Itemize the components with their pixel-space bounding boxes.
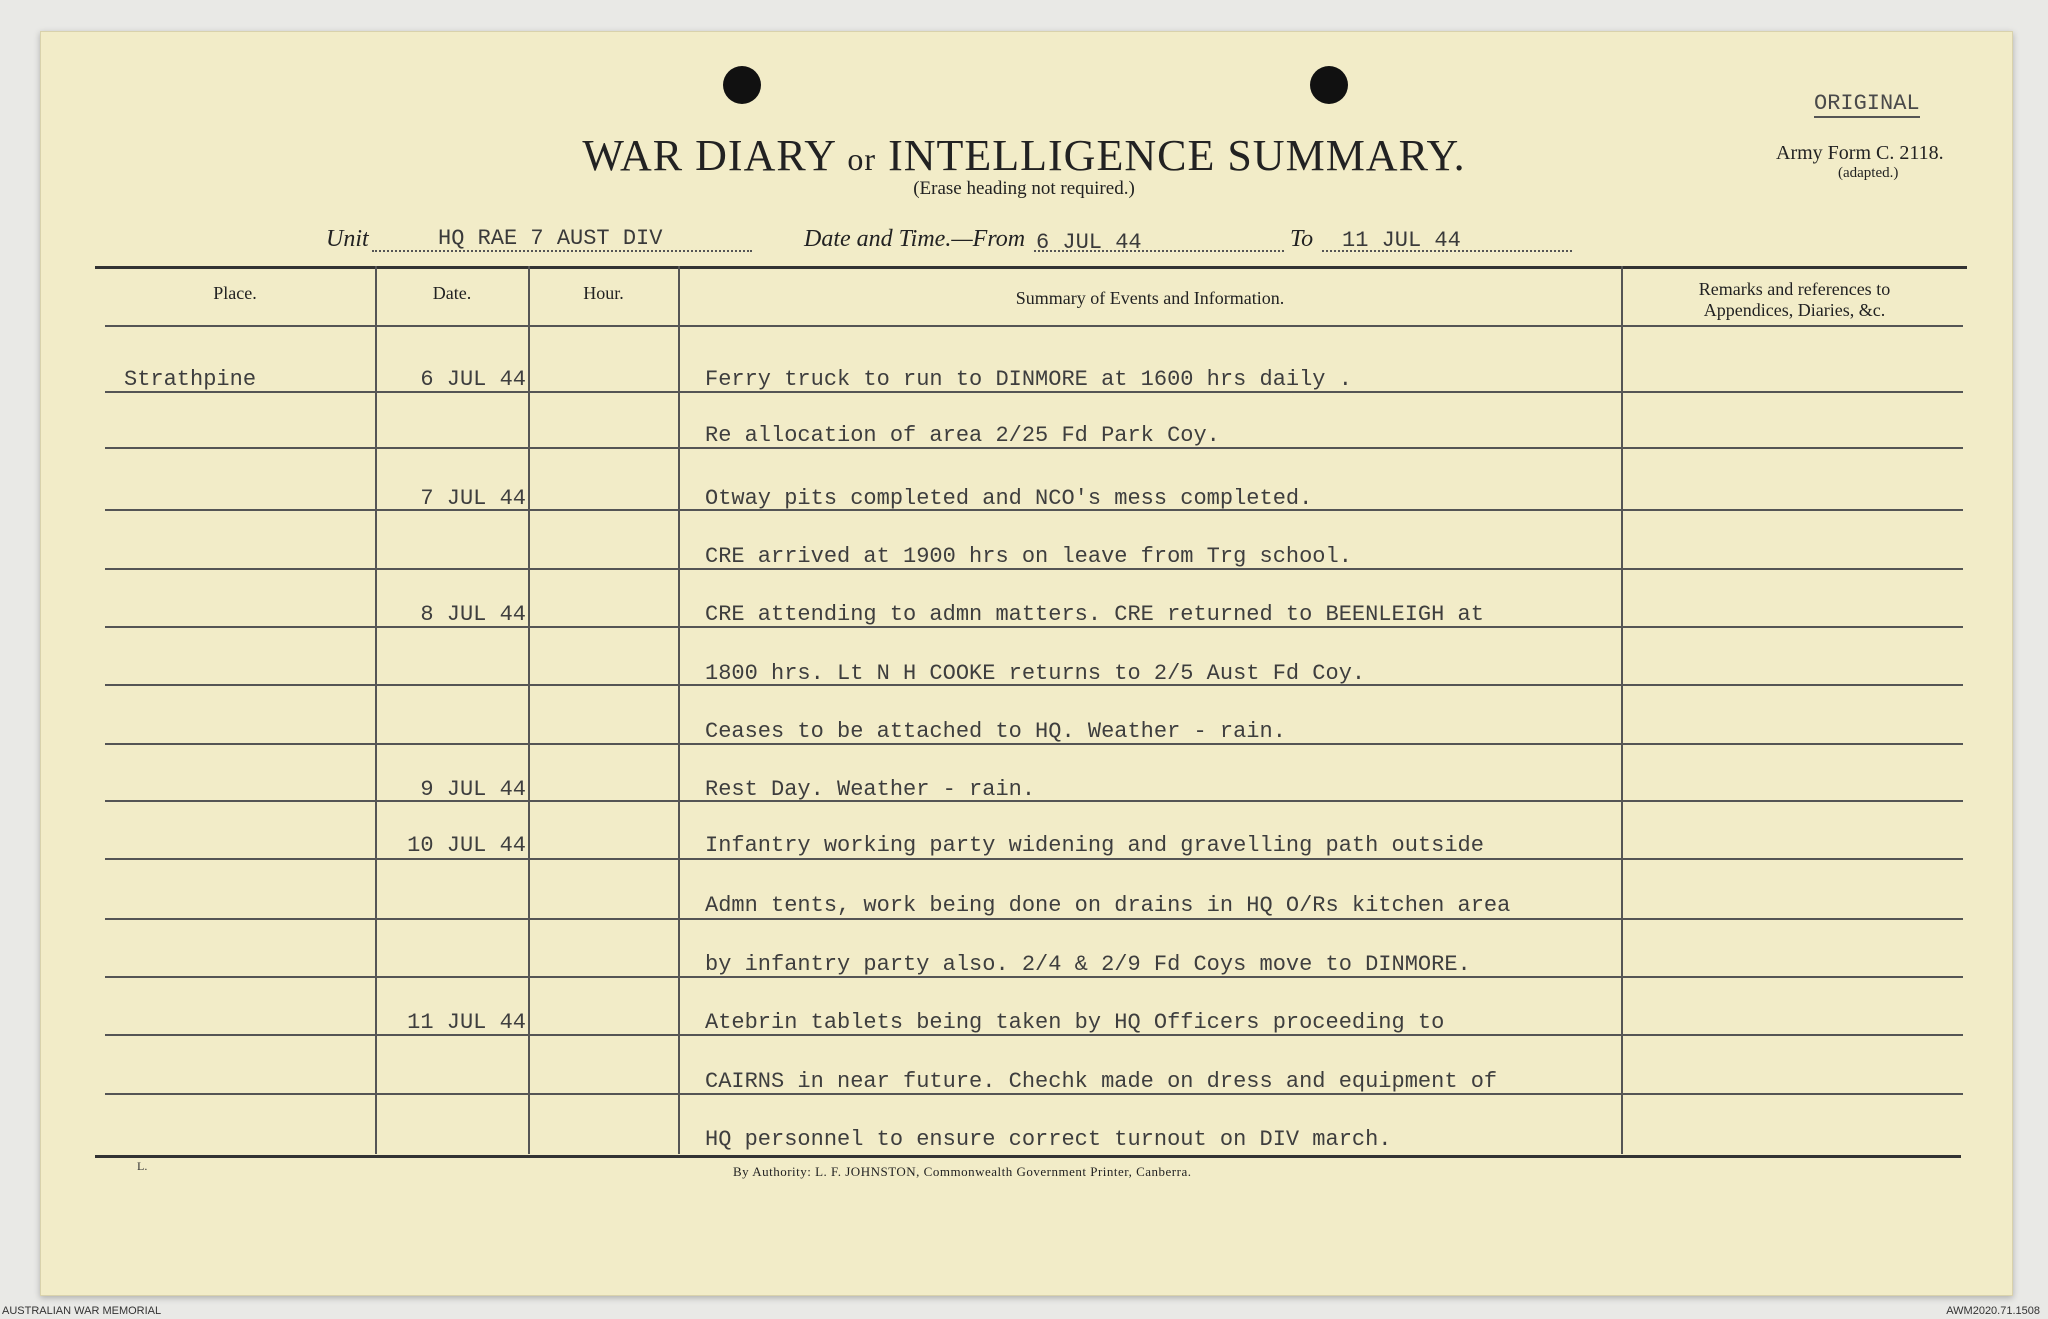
collection-label: AUSTRALIAN WAR MEMORIAL — [2, 1305, 162, 1317]
title-or: or — [847, 141, 877, 177]
entry-summary: CRE attending to admn matters. CRE returned to BEENLEIGH at — [705, 602, 1484, 627]
entry-summary: 1800 hrs. Lt N H COOKE returns to 2/5 Aust Fd Coy. — [705, 661, 1366, 686]
entry-summary: HQ personnel to ensure correct turnout on DIV march. — [705, 1127, 1392, 1152]
entry-summary: Re allocation of area 2/25 Fd Park Coy. — [705, 423, 1220, 448]
summary-remarks-divider — [1621, 266, 1623, 1154]
entry-date: 8 JUL 44 — [420, 602, 526, 627]
column-header-hour: Hour. — [583, 283, 624, 303]
binding-hole-right — [1310, 66, 1348, 104]
army-form-number: Army Form C. 2118. — [1776, 142, 1944, 164]
entry-date: 10 JUL 44 — [407, 833, 526, 858]
hour-summary-divider — [678, 266, 680, 1154]
entry-summary: Ceases to be attached to HQ. Weather - rain. — [705, 719, 1286, 744]
title-part-1: WAR DIARY — [582, 131, 836, 180]
to-value: 11 JUL 44 — [1342, 228, 1461, 253]
binding-hole-left — [723, 66, 761, 104]
form-mark: L. — [137, 1159, 148, 1173]
entry-date: 9 JUL 44 — [420, 777, 526, 802]
entry-summary: Admn tents, work being done on drains in HQ O/Rs kitchen area — [705, 893, 1511, 918]
unit-value: HQ RAE 7 AUST DIV — [438, 226, 663, 251]
entry-summary: Atebrin tablets being taken by HQ Officers proceeding to — [705, 1010, 1445, 1035]
column-header-summary: Summary of Events and Information. — [1015, 288, 1285, 308]
printer-authority: By Authority: L. F. JOHNSTON, Commonwealth Government Printer, Canberra. — [733, 1164, 1192, 1179]
entry-summary: CAIRNS in near future. Chechk made on dress and equipment of — [705, 1069, 1498, 1094]
table-bottom-rule — [95, 1155, 1961, 1158]
column-header-remarks-2: Appendices, Diaries, &c. — [1703, 300, 1886, 320]
entry-summary: Otway pits completed and NCO's mess completed. — [705, 486, 1313, 511]
title-part-2: INTELLIGENCE SUMMARY. — [888, 131, 1466, 180]
row-rule — [105, 918, 1963, 920]
unit-label: Unit — [326, 226, 369, 252]
original-stamp: ORIGINAL — [1814, 91, 1920, 116]
from-value: 6 JUL 44 — [1036, 230, 1142, 255]
entry-summary: Infantry working party widening and gravelling path outside — [705, 833, 1484, 858]
row-rule — [105, 858, 1963, 860]
column-header-date: Date. — [432, 283, 472, 303]
column-header-remarks-1: Remarks and references to — [1698, 279, 1891, 299]
entry-date: 6 JUL 44 — [420, 367, 526, 392]
date-time-label: Date and Time.—From — [804, 226, 1026, 252]
entry-summary: CRE arrived at 1900 hrs on leave from Trg school. — [705, 544, 1352, 569]
date-hour-divider — [528, 266, 530, 1154]
header-rule — [105, 325, 1963, 327]
page-subtitle: (Erase heading not required.) — [913, 178, 1135, 199]
reference-number: AWM2020.71.1508 — [1946, 1305, 2040, 1317]
column-header-place: Place. — [213, 283, 257, 303]
entry-summary: by infantry party also. 2/4 & 2/9 Fd Coys move to DINMORE. — [705, 952, 1471, 977]
entry-summary: Rest Day. Weather - rain. — [705, 777, 1036, 802]
entry-place: Strathpine — [124, 367, 257, 392]
entry-summary: Ferry truck to run to DINMORE at 1600 hrs daily . — [705, 367, 1352, 392]
army-form-adapted: (adapted.) — [1838, 165, 1899, 181]
entry-date: 7 JUL 44 — [420, 486, 526, 511]
page-title — [0, 130, 2048, 181]
to-label: To — [1290, 226, 1314, 252]
entry-date: 11 JUL 44 — [407, 1010, 526, 1035]
